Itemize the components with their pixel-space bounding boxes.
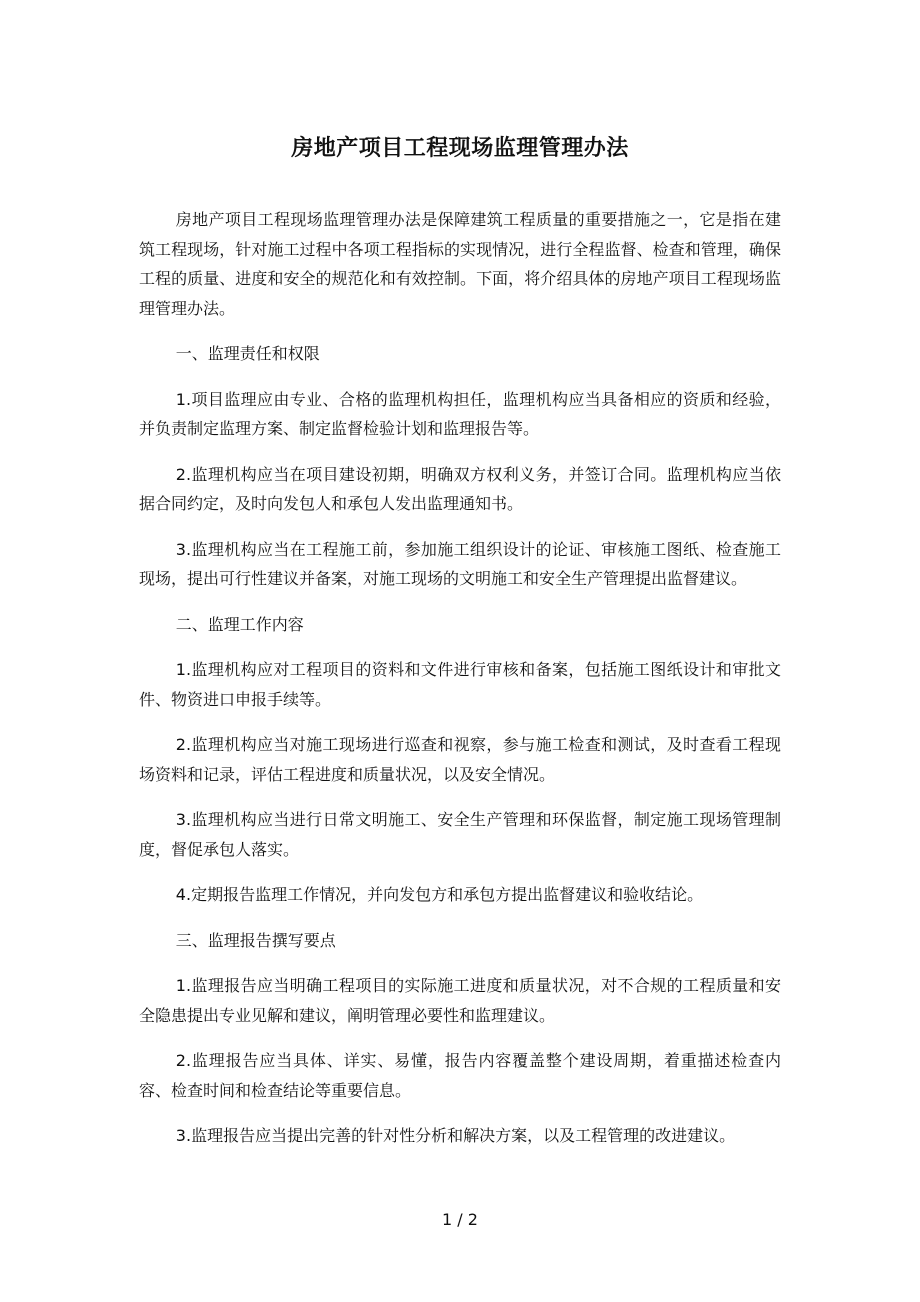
section-3-item-2: 2.监理报告应当具体、详实、易懂，报告内容覆盖整个建设周期，着重描述检查内容、检查时间和检查结论等重要信息。 [139, 1051, 781, 1100]
section-1-item-2: 2.监理机构应当在项目建设初期，明确双方权利义务，并签订合同。监理机构应当依据合同约定，及时向发包人和承包人发出监理通知书。 [139, 464, 781, 513]
section-heading-responsibilities: 一、监理责任和权限 [175, 344, 320, 363]
page-number: 1 / 2 [442, 1210, 478, 1229]
section-1-item-1: 1.项目监理应由专业、合格的监理机构担任，监理机构应当具备相应的资质和经验，并负责制定监理方案、制定监督检验计划和监理报告等。 [139, 389, 781, 438]
section-3-item-3: 3.监理报告应当提出完善的针对性分析和解决方案，以及工程管理的改进建议。 [175, 1126, 736, 1145]
intro-paragraph: 房地产项目工程现场监理管理办法是保障建筑工程质量的重要措施之一，它是指在建筑工程现场，针对施工过程中各项工程指标的实现情况，进行全程监督、检查和管理，确保工程的质量、进度和安全的规范化和有效控制。下面，将介绍具体的房地产项目工程现场监理管理办法。 [139, 210, 781, 318]
section-heading-report-points: 三、监理报告撰写要点 [175, 930, 336, 950]
section-3-item-1: 1.监理报告应当明确工程项目的实际施工进度和质量状况，对不合规的工程质量和安全隐患提出专业见解和建议，阐明管理必要性和监理建议。 [139, 976, 781, 1025]
section-2-item-3: 3.监理机构应当进行日常文明施工、安全生产管理和环保监督，制定施工现场管理制度，督促承包人落实。 [139, 810, 781, 859]
section-heading-work-content: 二、监理工作内容 [175, 614, 304, 634]
section-2-item-4: 4.定期报告监理工作情况，并向发包方和承包方提出监督建议和验收结论。 [175, 885, 704, 904]
section-2-item-1: 1.监理机构应对工程项目的资料和文件进行审核和备案，包括施工图纸设计和审批文件、物资进口申报手续等。 [139, 660, 781, 709]
section-2-item-2: 2.监理机构应当对施工现场进行巡查和视察，参与施工检查和测试，及时查看工程现场资料和记录，评估工程进度和质量状况，以及安全情况。 [139, 735, 781, 784]
document-body [139, 205, 781, 1167]
section-1-item-3: 3.监理机构应当在工程施工前，参加施工组织设计的论证、审核施工图纸、检查施工现场，提出可行性建议并备案，对施工现场的文明施工和安全生产管理提出监督建议。 [139, 539, 781, 588]
document-title: 房地产项目工程现场监理管理办法 [291, 136, 629, 161]
